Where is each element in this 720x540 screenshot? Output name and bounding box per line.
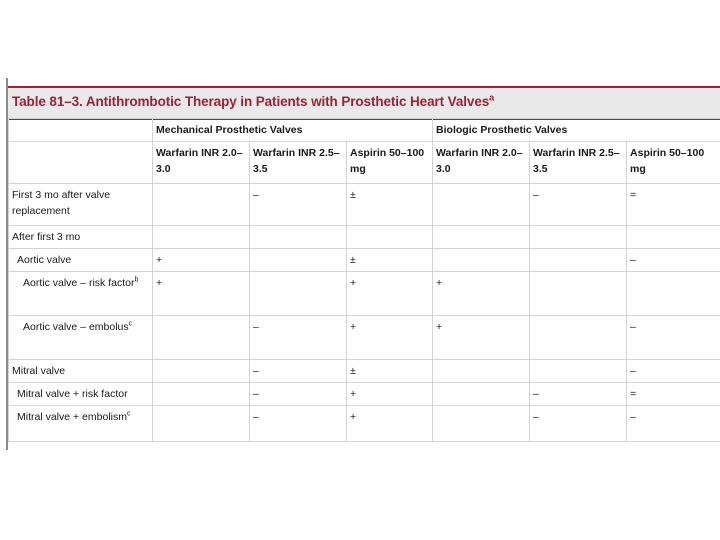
row-label: [9, 406, 153, 442]
table-cell: ±: [347, 184, 433, 226]
table-cell: –: [250, 184, 347, 226]
row-label-text: Aortic valve – risk factor: [23, 277, 135, 289]
row-label: [9, 383, 153, 406]
row-label: [9, 316, 153, 360]
row-label: [9, 360, 153, 383]
column-header-row: [9, 142, 720, 184]
table-cell: [433, 184, 530, 226]
table-cell: [530, 360, 627, 383]
table-cell: [153, 316, 250, 360]
table-cell: [530, 226, 627, 249]
table-cell: +: [347, 406, 433, 442]
table-cell: [153, 360, 250, 383]
table-cell: [627, 226, 720, 249]
table-row: [9, 360, 720, 383]
table-cell: [250, 249, 347, 272]
footnote-marker: b: [134, 276, 139, 284]
row-label-text: Mitral valve + embolism: [17, 411, 127, 423]
table-cell: –: [250, 383, 347, 406]
table-cell: [347, 226, 433, 249]
row-label: [9, 272, 153, 316]
table-cell: [250, 226, 347, 249]
column-header: Warfarin INR 2.0–3.0: [153, 142, 250, 184]
column-header: Aspirin 50–100 mg: [347, 142, 433, 184]
table-row: [9, 249, 720, 272]
table-cell: –: [627, 316, 720, 360]
table-row: [9, 383, 720, 406]
column-header: Warfarin INR 2.0–3.0: [433, 142, 530, 184]
table-row: [9, 316, 720, 360]
table-cell: =: [627, 184, 720, 226]
footnote-marker: c: [127, 410, 131, 418]
table-cell: +: [433, 316, 530, 360]
table-cell: +: [347, 383, 433, 406]
table-cell: +: [347, 272, 433, 316]
table-cell: [153, 184, 250, 226]
group-header-biologic: Biologic Prosthetic Valves: [433, 119, 720, 142]
table-cell: +: [153, 272, 250, 316]
row-label-text: Mitral valve + risk factor: [17, 388, 128, 400]
table-cell: ±: [347, 360, 433, 383]
table-cell: –: [250, 406, 347, 442]
table-cell: [433, 226, 530, 249]
row-label: [9, 226, 153, 249]
table-cell: –: [530, 184, 627, 226]
row-label-text: Mitral valve: [12, 365, 66, 377]
table-cell: [530, 316, 627, 360]
therapy-table: [8, 118, 720, 442]
table-cell: [433, 383, 530, 406]
group-header-mechanical: Mechanical Prosthetic Valves: [153, 119, 433, 142]
table-row: [9, 184, 720, 226]
column-header: Aspirin 50–100 mg: [627, 142, 720, 184]
table-cell: +: [347, 316, 433, 360]
table-row: [9, 226, 720, 249]
table-cell: [530, 272, 627, 316]
table-title-bar: [8, 86, 720, 120]
row-label-text: Aortic valve: [17, 254, 72, 266]
table-cell: –: [530, 406, 627, 442]
table-cell: [433, 406, 530, 442]
row-label: [9, 249, 153, 272]
table-cell: =: [627, 383, 720, 406]
table-cell: +: [153, 249, 250, 272]
table-cell: –: [250, 360, 347, 383]
row-label-text: First 3 mo after valve replacement: [12, 189, 111, 217]
column-header: Warfarin INR 2.5–3.5: [530, 142, 627, 184]
row-label-text: After first 3 mo: [12, 231, 81, 243]
table-cell: [433, 360, 530, 383]
group-header-row: [9, 119, 720, 142]
table-cell: [530, 249, 627, 272]
table-title: Table 81–3. Antithrombotic Therapy in Patients with Prosthetic Heart Valves$^a$: [12, 92, 495, 109]
table-cell: –: [627, 360, 720, 383]
table-cell: [153, 383, 250, 406]
table-cell: –: [627, 249, 720, 272]
row-label-text: Aortic valve – embolus: [23, 321, 129, 333]
table-row: [9, 406, 720, 442]
table-cell: –: [530, 383, 627, 406]
table-cell: ±: [347, 249, 433, 272]
table-cell: [250, 272, 347, 316]
footnote-marker: c: [128, 320, 133, 328]
table-frame: [6, 78, 720, 450]
table-cell: [627, 272, 720, 316]
table-cell: –: [250, 316, 347, 360]
table-cell: [433, 249, 530, 272]
table-cell: +: [433, 272, 530, 316]
table-cell: –: [627, 406, 720, 442]
row-label: [9, 184, 153, 226]
column-header: Warfarin INR 2.5–3.5: [250, 142, 347, 184]
table-row: [9, 272, 720, 316]
table-cell: [153, 226, 250, 249]
table-cell: [153, 406, 250, 442]
